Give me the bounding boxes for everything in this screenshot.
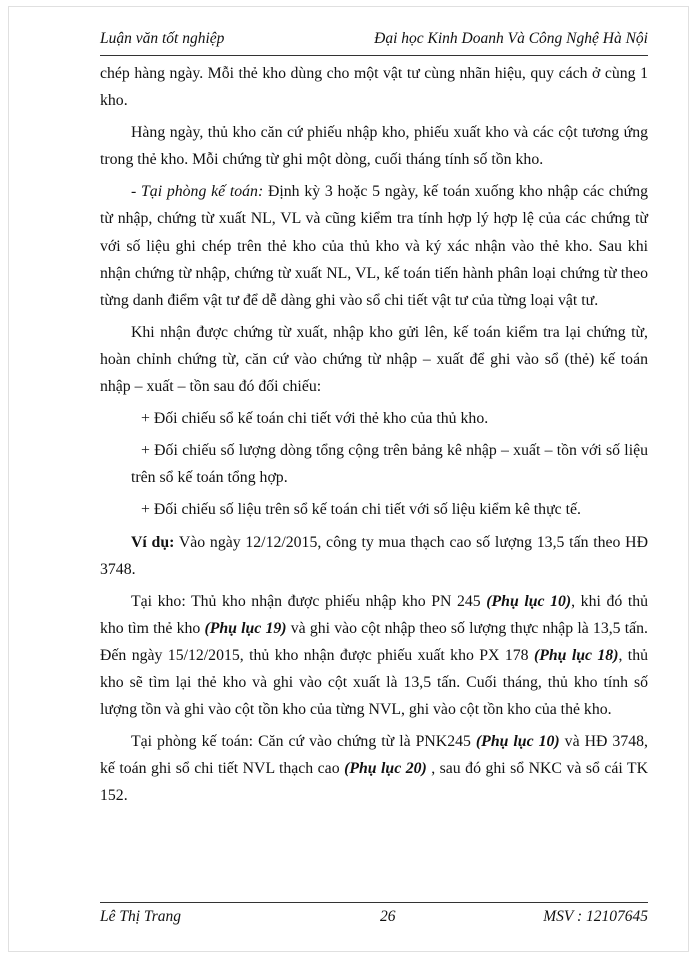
appendix-10-ref: (Phụ lục 10)	[486, 592, 572, 610]
page-header	[100, 30, 648, 52]
header-thesis-label: Luận văn tốt nghiệp	[100, 30, 225, 47]
paragraph-6	[100, 588, 648, 723]
footer-student-id: MSV : 12107645	[543, 908, 648, 925]
bullet-3: + Đối chiếu số liệu trên sổ kế toán chi tiết với số liệu kiểm kê thực tế.	[141, 501, 581, 519]
paragraph-1: chép hàng ngày. Mỗi thẻ kho dùng cho một vật tư cùng nhãn hiệu, quy cách ở cùng 1 kho.	[100, 65, 648, 110]
paragraph-7-text-a: Tại phòng kế toán: Căn cứ vào chứng từ là PNK245	[131, 733, 476, 751]
paragraph-4: Khi nhận được chứng từ xuất, nhập kho gửi lên, kế toán kiểm tra lại chứng từ, hoàn chỉnh chứng từ, căn cứ vào chứng từ nhập – xuất để ghi vào sổ (thẻ) kế toán nhập – xuất – tồn sau đó đối chiếu:	[100, 323, 648, 396]
appendix-18-ref: (Phụ lục 18)	[533, 646, 619, 664]
paragraph-6-text-b: , khi đó thủ kho tìm thẻ kho	[100, 592, 649, 637]
bullet-1: + Đối chiếu sổ kế toán chi tiết với thẻ kho của thủ kho.	[141, 410, 489, 428]
appendix-19-ref: (Phụ lục 19)	[204, 619, 287, 637]
document-body	[100, 60, 648, 814]
paragraph-7-text-c: , sau đó ghi sổ NKC và sổ cái TK 152.	[100, 760, 648, 805]
appendix-10-ref-2: (Phụ lục 10)	[475, 733, 560, 751]
paragraph-7	[100, 728, 648, 809]
accounting-room-lead: - Tại phòng kế toán:	[131, 183, 264, 201]
appendix-20-ref: (Phụ lục 20)	[344, 760, 427, 778]
paragraph-6-text-c: và ghi vào cột nhập theo số lượng thực nhập là 13,5 tấn. Đến ngày 15/12/2015, thủ kho nhận được phiếu xuất kho PX 178	[100, 619, 648, 664]
footer-rule	[100, 902, 648, 903]
header-university: Đại học Kinh Doanh Và Công Nghệ Hà Nội	[374, 30, 648, 47]
paragraph-2: Hàng ngày, thủ kho căn cứ phiếu nhập kho, phiếu xuất kho và các cột tương ứng trong thẻ kho. Mỗi chứng từ ghi một dòng, cuối tháng tính số tồn kho.	[100, 124, 648, 169]
paragraph-3	[100, 178, 648, 313]
paragraph-7-text-b: và HĐ 3748, kế toán ghi sổ chi tiết NVL thạch cao	[100, 733, 648, 778]
page-number: 26	[380, 908, 396, 925]
paragraph-6-text-a: Tại kho: Thủ kho nhận được phiếu nhập kho PN 245	[131, 592, 487, 610]
paragraph-3-text: Định kỳ 3 hoặc 5 ngày, kế toán xuống kho nhập các chứng từ nhập, chứng từ xuất NL, VL và cũng kiểm tra tính hợp lý hợp lệ của các chứng từ với số liệu ghi chép trên thẻ kho của thủ kho và ký xác nhận vào thẻ kho. Sau khi nhận chứng từ nhập, chứng từ xuất NL, VL, kế toán tiến hành phân loại chứng từ theo từng danh điểm vật tư để dễ dàng ghi vào sổ chi tiết vật tư của từng loại vật tư.	[100, 183, 648, 309]
footer-author: Lê Thị Trang	[100, 908, 181, 925]
page-footer	[100, 908, 648, 930]
bullet-2: + Đối chiếu số lượng dòng tổng cộng trên bảng kê nhập – xuất – tồn với số liệu trên sổ kế toán tổng hợp.	[131, 442, 648, 487]
header-rule	[100, 55, 648, 56]
example-text: Vào ngày 12/12/2015, công ty mua thạch cao số lượng 13,5 tấn theo HĐ 3748.	[100, 533, 649, 578]
example-label: Ví dụ:	[131, 533, 175, 551]
example-paragraph	[100, 529, 648, 583]
paragraph-6-text-d: , thủ kho sẽ tìm lại thẻ kho và ghi vào cột xuất là 13,5 tấn. Cuối tháng, thủ kho tính số lượng tồn và ghi vào cột tồn kho của từng NVL, ghi vào cột tồn kho của thẻ kho.	[100, 646, 648, 719]
